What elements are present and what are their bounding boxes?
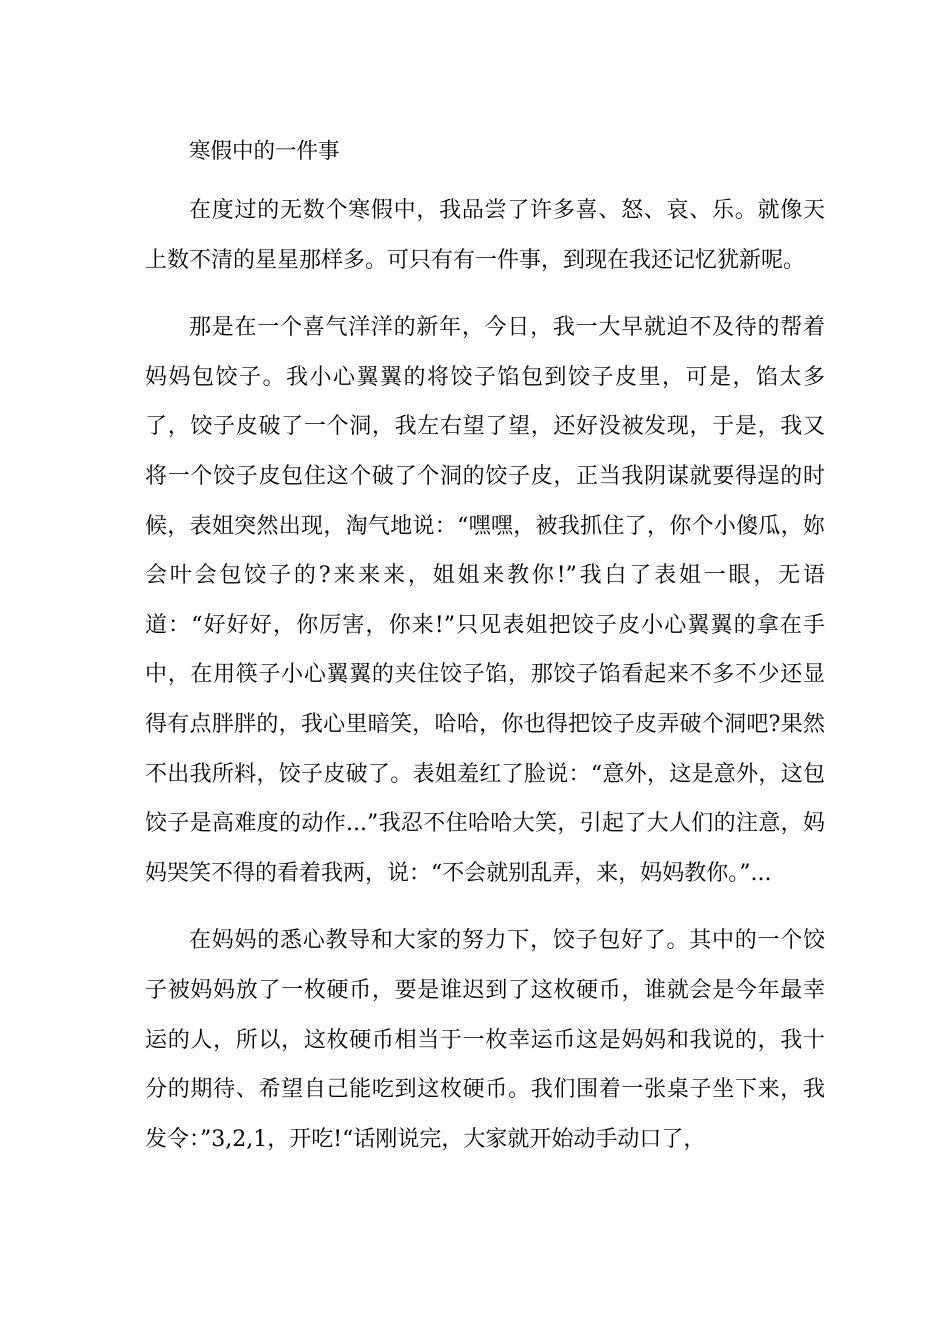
paragraph-dumplings: 那是在一个喜气洋洋的新年，今日，我一大早就迫不及待的帮着妈妈包饺子。我小心翼翼的将饺子馅包到饺子皮里，可是，馅太多了，饺子皮破了一个洞，我左右望了望，还好没被发现，于是，我又将一个饺子皮包住这个破了个洞的饺子皮，正当我阴谋就要得逞的时候，表姐突然出现，淘气地说：“嘿嘿，被我抓住了，你个小傻瓜，妳会叶会包饺子的?来来来，姐姐来教你!”我白了表姐一眼，无语道：“好好好，你厉害，你来!”只见表姐把饺子皮小心翼翼的拿在手中，在用筷子小心翼翼的夹住饺子馅，那饺子馅看起来不多不少还显得有点胖胖的，我心里暗笑，哈哈，你也得把饺子皮弄破个洞吧?果然不出我所料，饺子皮破了。表姐羞红了脸说：“意外，这是意外，这包饺子是高难度的动作...”我忍不住哈哈大笑，引起了大人们的注意，妈妈哭笑不得的看着我两，说：“不会就别乱弄，来，妈妈教你。”... xyxy=(145,315,825,886)
document-body xyxy=(145,136,825,1164)
paragraph-intro: 在度过的无数个寒假中，我品尝了许多喜、怒、哀、乐。就像天上数不清的星星那样多。可只有有一件事，到现在我还记忆犹新呢。 xyxy=(145,198,825,273)
document-title: 寒假中的一件事 xyxy=(189,139,340,164)
paragraph-coin: 在妈妈的悉心教导和大家的努力下，饺子包好了。其中的一个饺子被妈妈放了一枚硬币，要是谁迟到了这枚硬币，谁就会是今年最幸运的人，所以，这枚硬币相当于一枚幸运币这是妈妈和我说的，我十分的期待、希望自己能吃到这枚硬币。我们围着一张桌子坐下来，我发令：”3,2,1，开吃!“话刚说完，大家就开始动手动口了， xyxy=(145,928,825,1152)
